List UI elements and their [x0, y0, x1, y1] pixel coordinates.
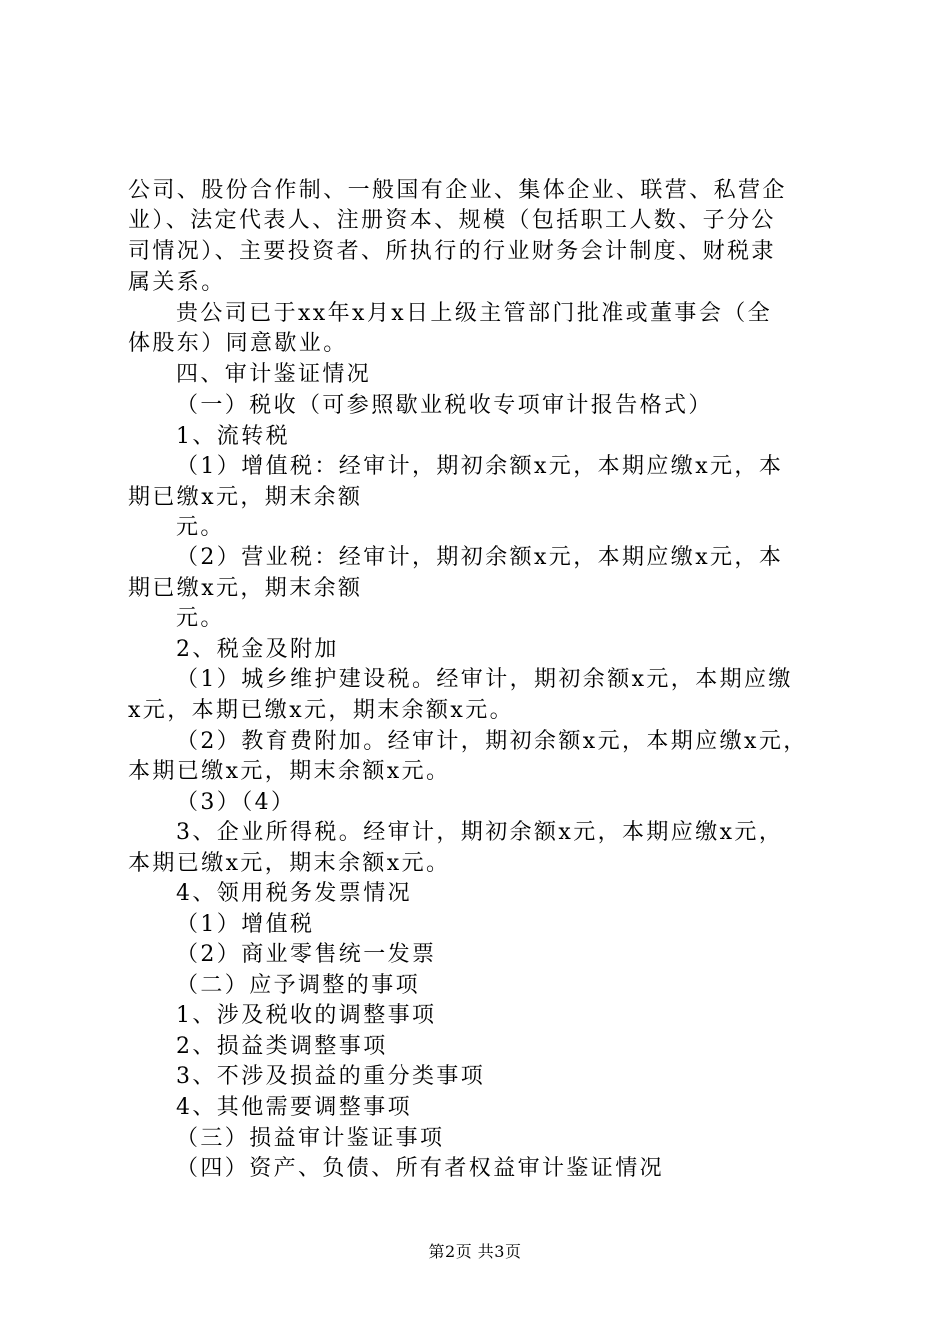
section-heading: （四）资产、负债、所有者权益审计鉴证情况 [176, 1156, 665, 1181]
paragraph-line: 元。 [176, 515, 225, 540]
page-number-footer: 第2页 共3页 [428, 1242, 522, 1261]
list-item: （2）商业零售统一发票 [176, 942, 437, 967]
list-item: 2、损益类调整事项 [176, 1034, 388, 1059]
list-item: 1、涉及税收的调整事项 [176, 1003, 437, 1028]
paragraph-line: （2）教育费附加。经审计，期初余额x元，本期应缴x元， [176, 729, 808, 754]
section-heading: （二）应予调整的事项 [176, 973, 421, 998]
paragraph-line: 体股东）同意歇业。 [128, 331, 348, 356]
paragraph-line: 本期已缴x元，期末余额x元。 [128, 851, 451, 876]
subsection-heading: 4、领用税务发票情况 [176, 881, 412, 906]
paragraph-line: x元，本期已缴x元，期末余额x元。 [128, 698, 515, 723]
paragraph-line: （1）增值税：经审计，期初余额x元，本期应缴x元，本 [176, 454, 784, 479]
paragraph-line: 元。 [176, 606, 225, 631]
section-heading: 四、审计鉴证情况 [176, 362, 372, 387]
section-heading: （三）损益审计鉴证事项 [176, 1126, 445, 1151]
paragraph-line: 公司、股份合作制、一般国有企业、集体企业、联营、私营企 [128, 178, 787, 203]
list-item: 4、其他需要调整事项 [176, 1095, 412, 1120]
list-item: 3、不涉及损益的重分类事项 [176, 1064, 486, 1089]
paragraph-line: （3）（4） [176, 790, 296, 815]
list-item: （1）增值税 [176, 912, 315, 937]
paragraph-line: 3、企业所得税。经审计，期初余额x元，本期应缴x元， [176, 820, 784, 845]
paragraph-line: 业）、法定代表人、注册资本、规模（包括职工人数、子分公 [128, 208, 776, 233]
section-heading: （一）税收（可参照歇业税收专项审计报告格式） [176, 393, 713, 418]
paragraph-line: 贵公司已于xx年x月x日上级主管部门批准或董事会（全 [176, 301, 773, 326]
paragraph-line: 期已缴x元，期末余额 [128, 485, 363, 510]
paragraph-line: 司情况）、主要投资者、所执行的行业财务会计制度、财税隶 [128, 239, 776, 264]
subsection-heading: 1、流转税 [176, 424, 290, 449]
subsection-heading: 2、税金及附加 [176, 637, 339, 662]
paragraph-line: （2）营业税：经审计，期初余额x元，本期应缴x元，本 [176, 545, 784, 570]
paragraph-line: （1）城乡维护建设税。经审计，期初余额x元，本期应缴 [176, 667, 793, 692]
paragraph-line: 属关系。 [128, 270, 226, 295]
paragraph-line: 期已缴x元，期末余额 [128, 576, 363, 601]
paragraph-line: 本期已缴x元，期末余额x元。 [128, 759, 451, 784]
